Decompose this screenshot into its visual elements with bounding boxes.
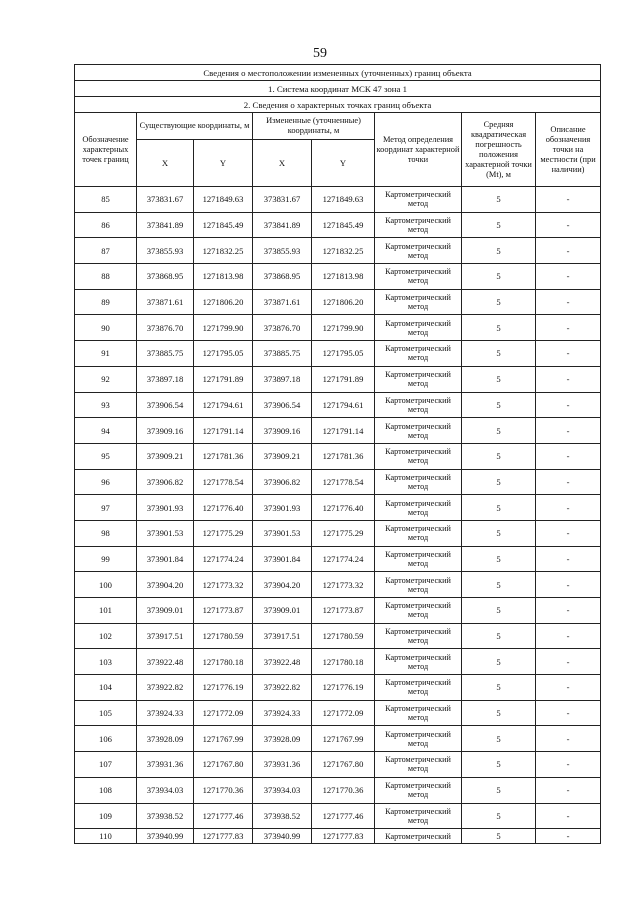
cell-description: - [536, 598, 601, 624]
cell-x-changed: 373906.82 [253, 469, 312, 495]
cell-point-id: 109 [75, 803, 137, 829]
cell-description: - [536, 366, 601, 392]
cell-y-changed: 1271794.61 [312, 392, 375, 418]
header-point: Обозначение характерных точек границ [75, 113, 137, 187]
cell-x-changed: 373841.89 [253, 212, 312, 238]
header-y-existing: Y [194, 140, 253, 187]
cell-x-changed: 373934.03 [253, 777, 312, 803]
table-row [75, 341, 601, 367]
cell-mt: 5 [462, 187, 536, 213]
cell-y-changed: 1271777.46 [312, 803, 375, 829]
cell-description: - [536, 520, 601, 546]
cell-y-existing: 1271806.20 [194, 289, 253, 315]
cell-method: Картометрический метод [375, 777, 462, 803]
header-existing: Существующие координаты, м [137, 113, 253, 140]
cell-x-changed: 373940.99 [253, 829, 312, 844]
cell-y-changed: 1271791.89 [312, 366, 375, 392]
cell-point-id: 92 [75, 366, 137, 392]
cell-description: - [536, 546, 601, 572]
cell-method: Картометрический метод [375, 649, 462, 675]
cell-mt: 5 [462, 418, 536, 444]
cell-point-id: 88 [75, 264, 137, 290]
cell-x-changed: 373924.33 [253, 700, 312, 726]
page-number: 59 [313, 46, 327, 61]
cell-x-existing: 373934.03 [137, 777, 194, 803]
cell-description: - [536, 675, 601, 701]
cell-description: - [536, 264, 601, 290]
cell-description: - [536, 212, 601, 238]
cell-y-existing: 1271773.87 [194, 598, 253, 624]
cell-method: Картометрический метод [375, 520, 462, 546]
cell-mt: 5 [462, 289, 536, 315]
table-row [75, 598, 601, 624]
table-row [75, 726, 601, 752]
table-row [75, 238, 601, 264]
cell-y-existing: 1271777.83 [194, 829, 253, 844]
cell-x-existing: 373831.67 [137, 187, 194, 213]
cell-description: - [536, 495, 601, 521]
table-row [75, 212, 601, 238]
cell-y-existing: 1271780.18 [194, 649, 253, 675]
cell-x-existing: 373885.75 [137, 341, 194, 367]
cell-x-changed: 373931.36 [253, 752, 312, 778]
cell-y-changed: 1271773.87 [312, 598, 375, 624]
cell-y-existing: 1271849.63 [194, 187, 253, 213]
cell-x-changed: 373871.61 [253, 289, 312, 315]
cell-mt: 5 [462, 264, 536, 290]
cell-y-existing: 1271799.90 [194, 315, 253, 341]
table-row [75, 418, 601, 444]
cell-point-id: 97 [75, 495, 137, 521]
cell-y-changed: 1271775.29 [312, 520, 375, 546]
cell-y-existing: 1271832.25 [194, 238, 253, 264]
cell-x-existing: 373931.36 [137, 752, 194, 778]
cell-x-existing: 373909.01 [137, 598, 194, 624]
cell-x-existing: 373901.53 [137, 520, 194, 546]
cell-point-id: 101 [75, 598, 137, 624]
cell-y-changed: 1271813.98 [312, 264, 375, 290]
boundary-points-table [74, 64, 601, 844]
cell-x-existing: 373906.82 [137, 469, 194, 495]
cell-method: Картометрический метод [375, 289, 462, 315]
cell-description: - [536, 649, 601, 675]
cell-y-changed: 1271780.18 [312, 649, 375, 675]
table-row [75, 392, 601, 418]
cell-point-id: 87 [75, 238, 137, 264]
cell-x-existing: 373922.82 [137, 675, 194, 701]
cell-x-existing: 373904.20 [137, 572, 194, 598]
cell-method: Картометрический метод [375, 418, 462, 444]
cell-x-changed: 373922.48 [253, 649, 312, 675]
cell-x-changed: 373909.21 [253, 443, 312, 469]
cell-x-existing: 373897.18 [137, 366, 194, 392]
cell-point-id: 107 [75, 752, 137, 778]
cell-point-id: 102 [75, 623, 137, 649]
cell-y-changed: 1271772.09 [312, 700, 375, 726]
cell-y-changed: 1271776.19 [312, 675, 375, 701]
cell-y-existing: 1271772.09 [194, 700, 253, 726]
table-row [75, 649, 601, 675]
cell-x-existing: 373901.93 [137, 495, 194, 521]
header-changed: Измененные (уточненные) координаты, м [253, 113, 375, 140]
cell-x-existing: 373940.99 [137, 829, 194, 844]
cell-x-changed: 373904.20 [253, 572, 312, 598]
cell-method: Картометрический метод [375, 598, 462, 624]
cell-description: - [536, 418, 601, 444]
cell-method: Картометрический метод [375, 623, 462, 649]
cell-x-changed: 373855.93 [253, 238, 312, 264]
cell-mt: 5 [462, 366, 536, 392]
section-title: 2. Сведения о характерных точках границ объекта [75, 97, 601, 113]
cell-mt: 5 [462, 777, 536, 803]
cell-y-existing: 1271776.19 [194, 675, 253, 701]
cell-y-existing: 1271791.89 [194, 366, 253, 392]
table-row [75, 546, 601, 572]
cell-y-changed: 1271799.90 [312, 315, 375, 341]
cell-method: Картометрический метод [375, 495, 462, 521]
cell-point-id: 99 [75, 546, 137, 572]
cell-mt: 5 [462, 392, 536, 418]
cell-mt: 5 [462, 546, 536, 572]
cell-x-existing: 373909.16 [137, 418, 194, 444]
cell-x-existing: 373924.33 [137, 700, 194, 726]
cell-y-changed: 1271767.99 [312, 726, 375, 752]
cell-description: - [536, 469, 601, 495]
cell-point-id: 110 [75, 829, 137, 844]
cell-mt: 5 [462, 598, 536, 624]
cell-description: - [536, 829, 601, 844]
header-x-changed: X [253, 140, 312, 187]
cell-description: - [536, 623, 601, 649]
table-row [75, 572, 601, 598]
cell-point-id: 86 [75, 212, 137, 238]
cell-method: Картометрический метод [375, 238, 462, 264]
cell-y-changed: 1271806.20 [312, 289, 375, 315]
cell-y-existing: 1271776.40 [194, 495, 253, 521]
cell-description: - [536, 803, 601, 829]
header-description: Описание обозначения точки на местности (при наличии) [536, 113, 601, 187]
cell-point-id: 103 [75, 649, 137, 675]
table-row [75, 443, 601, 469]
cell-y-existing: 1271773.32 [194, 572, 253, 598]
table-row [75, 700, 601, 726]
table-row [75, 315, 601, 341]
cell-point-id: 108 [75, 777, 137, 803]
table-row [75, 289, 601, 315]
cell-mt: 5 [462, 675, 536, 701]
cell-method: Картометрический метод [375, 803, 462, 829]
table-row [75, 264, 601, 290]
cell-x-existing: 373868.95 [137, 264, 194, 290]
cell-mt: 5 [462, 469, 536, 495]
cell-x-existing: 373841.89 [137, 212, 194, 238]
cell-description: - [536, 392, 601, 418]
cell-mt: 5 [462, 572, 536, 598]
cell-mt: 5 [462, 443, 536, 469]
table-row [75, 469, 601, 495]
header-method: Метод определения координат характерной точки [375, 113, 462, 187]
cell-description: - [536, 289, 601, 315]
table-row [75, 495, 601, 521]
header-error: Средняя квадратическая погрешность положения характерной точки (Mt), м [462, 113, 536, 187]
cell-point-id: 93 [75, 392, 137, 418]
cell-method: Картометрический метод [375, 187, 462, 213]
cell-method: Картометрический метод [375, 366, 462, 392]
cell-x-changed: 373868.95 [253, 264, 312, 290]
cell-method: Картометрический метод [375, 572, 462, 598]
cell-y-changed: 1271778.54 [312, 469, 375, 495]
cell-point-id: 106 [75, 726, 137, 752]
cell-mt: 5 [462, 752, 536, 778]
cell-y-existing: 1271794.61 [194, 392, 253, 418]
cell-description: - [536, 752, 601, 778]
table-row [75, 829, 601, 844]
cell-mt: 5 [462, 726, 536, 752]
table-row [75, 752, 601, 778]
cell-x-changed: 373885.75 [253, 341, 312, 367]
cell-mt: 5 [462, 803, 536, 829]
cell-description: - [536, 443, 601, 469]
cell-method: Картометрический метод [375, 700, 462, 726]
cell-y-existing: 1271780.59 [194, 623, 253, 649]
cell-mt: 5 [462, 520, 536, 546]
cell-x-existing: 373917.51 [137, 623, 194, 649]
cell-y-existing: 1271795.05 [194, 341, 253, 367]
cell-method: Картометрический метод [375, 341, 462, 367]
cell-x-changed: 373901.84 [253, 546, 312, 572]
table-row [75, 623, 601, 649]
cell-description: - [536, 726, 601, 752]
table-row [75, 777, 601, 803]
cell-mt: 5 [462, 829, 536, 844]
cell-point-id: 89 [75, 289, 137, 315]
cell-mt: 5 [462, 315, 536, 341]
cell-y-changed: 1271780.59 [312, 623, 375, 649]
cell-x-changed: 373909.01 [253, 598, 312, 624]
cell-x-changed: 373831.67 [253, 187, 312, 213]
cell-y-existing: 1271813.98 [194, 264, 253, 290]
cell-y-existing: 1271767.80 [194, 752, 253, 778]
cell-x-changed: 373909.16 [253, 418, 312, 444]
cell-y-changed: 1271791.14 [312, 418, 375, 444]
cell-x-existing: 373876.70 [137, 315, 194, 341]
cell-y-existing: 1271774.24 [194, 546, 253, 572]
header-y-changed: Y [312, 140, 375, 187]
cell-point-id: 85 [75, 187, 137, 213]
cell-y-changed: 1271781.36 [312, 443, 375, 469]
cell-x-existing: 373922.48 [137, 649, 194, 675]
cell-mt: 5 [462, 700, 536, 726]
cell-point-id: 94 [75, 418, 137, 444]
cell-x-existing: 373906.54 [137, 392, 194, 418]
cell-x-existing: 373855.93 [137, 238, 194, 264]
cell-description: - [536, 572, 601, 598]
cell-method: Картометрический метод [375, 443, 462, 469]
cell-x-changed: 373897.18 [253, 366, 312, 392]
cell-y-changed: 1271777.83 [312, 829, 375, 844]
cell-y-changed: 1271767.80 [312, 752, 375, 778]
cell-mt: 5 [462, 649, 536, 675]
cell-x-changed: 373906.54 [253, 392, 312, 418]
cell-description: - [536, 238, 601, 264]
cell-description: - [536, 777, 601, 803]
cell-method: Картометрический метод [375, 546, 462, 572]
cell-y-changed: 1271849.63 [312, 187, 375, 213]
cell-point-id: 100 [75, 572, 137, 598]
cell-method: Картометрический метод [375, 469, 462, 495]
cell-x-changed: 373928.09 [253, 726, 312, 752]
cell-y-changed: 1271776.40 [312, 495, 375, 521]
cell-x-existing: 373928.09 [137, 726, 194, 752]
cell-y-existing: 1271791.14 [194, 418, 253, 444]
cell-mt: 5 [462, 212, 536, 238]
table-title: Сведения о местоположении измененных (уточненных) границ объекта [75, 65, 601, 81]
cell-method: Картометрический метод [375, 726, 462, 752]
cell-description: - [536, 315, 601, 341]
cell-x-changed: 373938.52 [253, 803, 312, 829]
cell-x-changed: 373901.53 [253, 520, 312, 546]
cell-mt: 5 [462, 495, 536, 521]
cell-description: - [536, 187, 601, 213]
cell-mt: 5 [462, 238, 536, 264]
cell-method: Картометрический метод [375, 752, 462, 778]
table-row [75, 366, 601, 392]
cell-point-id: 91 [75, 341, 137, 367]
cell-x-existing: 373909.21 [137, 443, 194, 469]
cell-y-existing: 1271775.29 [194, 520, 253, 546]
cell-point-id: 104 [75, 675, 137, 701]
table-row [75, 675, 601, 701]
cell-point-id: 96 [75, 469, 137, 495]
cell-y-existing: 1271781.36 [194, 443, 253, 469]
cell-point-id: 90 [75, 315, 137, 341]
cell-y-changed: 1271770.36 [312, 777, 375, 803]
cell-y-changed: 1271845.49 [312, 212, 375, 238]
cell-description: - [536, 700, 601, 726]
cell-x-existing: 373871.61 [137, 289, 194, 315]
cell-y-changed: 1271832.25 [312, 238, 375, 264]
table-row [75, 187, 601, 213]
cell-x-existing: 373901.84 [137, 546, 194, 572]
table-row [75, 803, 601, 829]
cell-x-existing: 373938.52 [137, 803, 194, 829]
header-x-existing: X [137, 140, 194, 187]
cell-mt: 5 [462, 341, 536, 367]
cell-y-existing: 1271777.46 [194, 803, 253, 829]
cell-y-changed: 1271773.32 [312, 572, 375, 598]
cell-method: Картометрический метод [375, 675, 462, 701]
cell-x-changed: 373917.51 [253, 623, 312, 649]
cell-point-id: 98 [75, 520, 137, 546]
cell-method: Картометрический [375, 829, 462, 844]
cell-y-existing: 1271770.36 [194, 777, 253, 803]
cell-y-changed: 1271795.05 [312, 341, 375, 367]
cell-method: Картометрический метод [375, 212, 462, 238]
cell-y-existing: 1271767.99 [194, 726, 253, 752]
cell-description: - [536, 341, 601, 367]
cell-x-changed: 373876.70 [253, 315, 312, 341]
cell-method: Картометрический метод [375, 264, 462, 290]
cell-y-changed: 1271774.24 [312, 546, 375, 572]
coord-system: 1. Система координат МСК 47 зона 1 [75, 81, 601, 97]
cell-y-existing: 1271845.49 [194, 212, 253, 238]
cell-method: Картометрический метод [375, 392, 462, 418]
cell-point-id: 95 [75, 443, 137, 469]
cell-point-id: 105 [75, 700, 137, 726]
cell-mt: 5 [462, 623, 536, 649]
cell-x-changed: 373901.93 [253, 495, 312, 521]
table-row [75, 520, 601, 546]
cell-x-changed: 373922.82 [253, 675, 312, 701]
cell-method: Картометрический метод [375, 315, 462, 341]
cell-y-existing: 1271778.54 [194, 469, 253, 495]
